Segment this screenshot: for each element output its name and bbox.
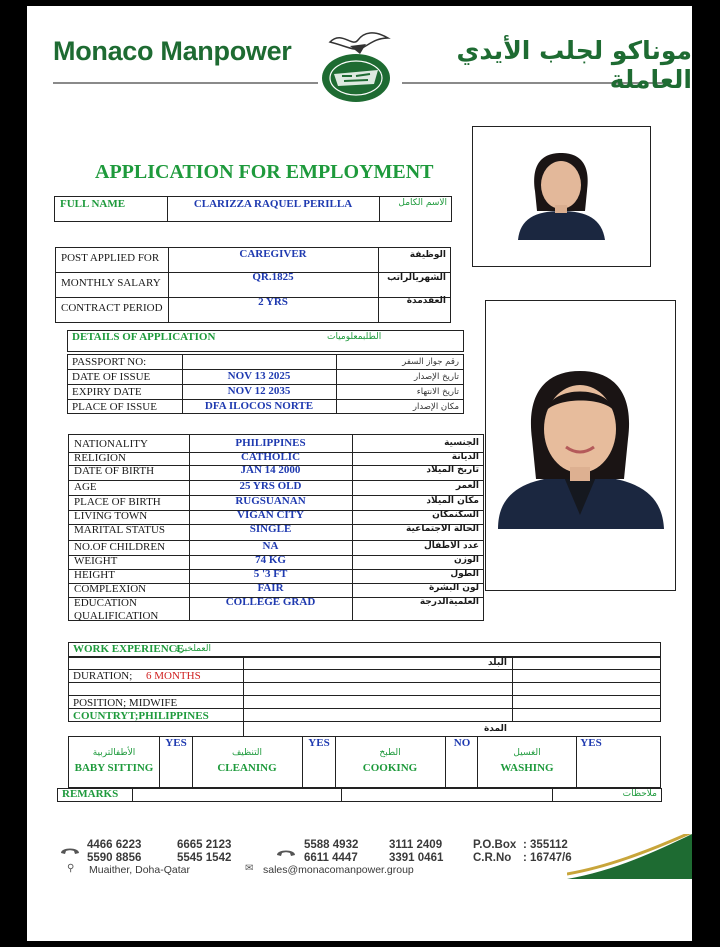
skill-cleaning: CLEANING [217,762,277,774]
post-value: CAREGIVER [239,248,307,260]
work-heading-ar: العملخبرة [175,644,211,654]
personal-value: 25 YRS OLD [239,480,302,492]
cr-label: C.R.No [473,852,512,864]
work-period-ar: المدة [483,724,507,734]
phone-1: 4466 6223 [87,839,142,851]
brand-name-en: Monaco Manpower [53,36,292,66]
personal-label: RELIGION [74,452,126,464]
location-icon: ⚲ [67,863,75,874]
email-icon: ✉ [245,863,254,874]
full-name-label: FULL NAME [60,198,126,210]
work-heading: WORK EXPERIENCE [73,643,184,655]
company-logo [312,26,402,104]
personal-label: HEIGHT [74,569,115,581]
personal-value: 5 '3 FT [253,568,288,580]
mobile-icon [275,846,297,860]
contract-label: CONTRACT PERIOD [61,302,163,314]
personal-value: COLLEGE GRAD [225,596,316,608]
phone-6: 3111 2409 [389,839,443,851]
full-name-value: CLARIZZA RAQUEL PERILLA [193,198,353,210]
footer-address: Muaither, Doha-Qatar [89,864,190,876]
personal-label-ar: العمر [455,481,479,491]
phone-4: 5545 1542 [177,852,232,864]
application-heading: DETAILS OF APPLICATION [72,331,216,343]
personal-label: WEIGHT [74,555,118,567]
skill-cooking-ar: الطبخ [379,748,401,758]
personal-label: NO.OF CHILDREN [74,541,166,553]
personal-value: RUGSUANAN [235,495,306,507]
application-heading-ar: الطلبمعلوميات [327,332,382,342]
skill-cooking-answer: NO [453,737,471,749]
skill-babysitting-answer: YES [165,737,187,749]
footer-email: sales@monacomanpower.group [263,864,414,876]
skill-washing: WASHING [500,762,554,774]
expiry-date-label: EXPIRY DATE [72,386,142,398]
work-duration-value: 6 MONTHS [146,670,201,682]
brand-name-ar: موناكو لجلب الأيدي العاملة [456,36,692,94]
personal-label: MARITAL STATUS [74,524,166,536]
remarks-label-ar: ملاحظات [622,789,657,799]
personal-value: FAIR [257,582,284,594]
contract-value: 2 YRS [258,296,288,308]
personal-label-ar: الوزن [454,555,479,565]
skill-cooking: COOKING [362,762,418,774]
header-rule-left [53,82,318,84]
post-label-ar: الوظيفة [409,250,446,260]
remarks-label: REMARKS [62,788,119,800]
applicant-photo-large [485,300,676,591]
place-issue-label: PLACE OF ISSUE [72,401,157,413]
personal-value: PHILIPPINES [235,437,306,449]
skill-babysitting: BABY SITTING [74,762,154,774]
personal-label-ar: الطول [450,569,479,579]
footer-swoosh [567,834,692,879]
contract-label-ar: العقدمدة [406,296,446,306]
skill-washing-answer: YES [580,737,602,749]
personal-label: DATE OF BIRTH [74,465,155,477]
passport-label-ar: رقم جواز السفر [402,357,459,367]
phone-2: 6665 2123 [177,839,232,851]
application-form-page [27,6,692,941]
issue-date-label-ar: تاريخ الإصدار [414,372,459,382]
phone-3: 5590 8856 [87,852,142,864]
personal-label-ar: لون البشرة [428,583,479,593]
personal-label-ar: الحالة الاجتماعية [406,524,479,534]
personal-value: JAN 14 2000 [240,464,301,476]
work-country: COUNTRYT;PHILIPPINES [73,710,209,722]
cr-value: : 16747/6 [523,852,572,864]
personal-label: COMPLEXION [74,583,147,595]
personal-label-ar: عدد الاطفال [423,541,479,551]
personal-value: NA [262,540,279,552]
phone-8: 3391 0461 [389,852,444,864]
personal-value: SINGLE [249,523,292,535]
work-duration-label: DURATION; [73,670,133,682]
expiry-date-label-ar: تاريخ الانتهاء [416,387,459,397]
full-name-label-ar: الاسم الكامل [398,198,447,208]
personal-label-ar: السكنمكان [432,510,479,520]
salary-label: MONTHLY SALARY [61,277,161,289]
salary-label-ar: الشهريالراتب [387,273,446,283]
personal-label: EDUCATION QUALIFICATION [74,597,159,622]
personal-label-ar: الجنسية [444,438,479,448]
pobox-value: : 355112 [523,839,568,851]
skill-cleaning-ar: التنظيف [231,748,263,758]
personal-label-ar: الديانة [451,452,479,462]
work-position: POSITION; MIDWIFE [73,697,178,709]
skill-cleaning-answer: YES [308,737,330,749]
phone-7: 6611 4447 [304,852,358,864]
personal-label-ar: تاريخ الميلاد [426,465,479,475]
expiry-date-value: NOV 12 2035 [227,385,291,397]
personal-label: AGE [74,481,97,493]
place-issue-label-ar: مكان الإصدار [412,402,459,412]
page-title: APPLICATION FOR EMPLOYMENT [95,161,434,183]
personal-label: PLACE OF BIRTH [74,496,161,508]
personal-label: NATIONALITY [74,438,148,450]
applicant-photo-small [472,126,651,267]
personal-label: LIVING TOWN [74,510,148,522]
personal-value: CATHOLIC [240,451,301,463]
pobox-label: P.O.Box [473,839,517,851]
personal-value: VIGAN CITY [237,509,304,521]
skill-babysitting-ar: الأطفالتربية [92,748,136,758]
issue-date-value: NOV 13 2025 [227,370,291,382]
issue-date-label: DATE OF ISSUE [72,371,151,383]
personal-label-ar: مكان الميلاد [426,496,479,506]
skill-washing-ar: الغسيل [513,748,541,758]
salary-value: QR.1825 [252,271,294,283]
phone-5: 5588 4932 [304,839,359,851]
personal-label-ar: العلميةالدرجة [419,597,479,607]
personal-value: 74 KG [255,554,286,566]
place-issue-value: DFA ILOCOS NORTE [204,400,314,412]
phone-icon [59,844,81,858]
work-country-ar: البلد [487,658,507,668]
post-label: POST APPLIED FOR [61,252,160,264]
passport-label: PASSPORT NO: [72,356,147,368]
